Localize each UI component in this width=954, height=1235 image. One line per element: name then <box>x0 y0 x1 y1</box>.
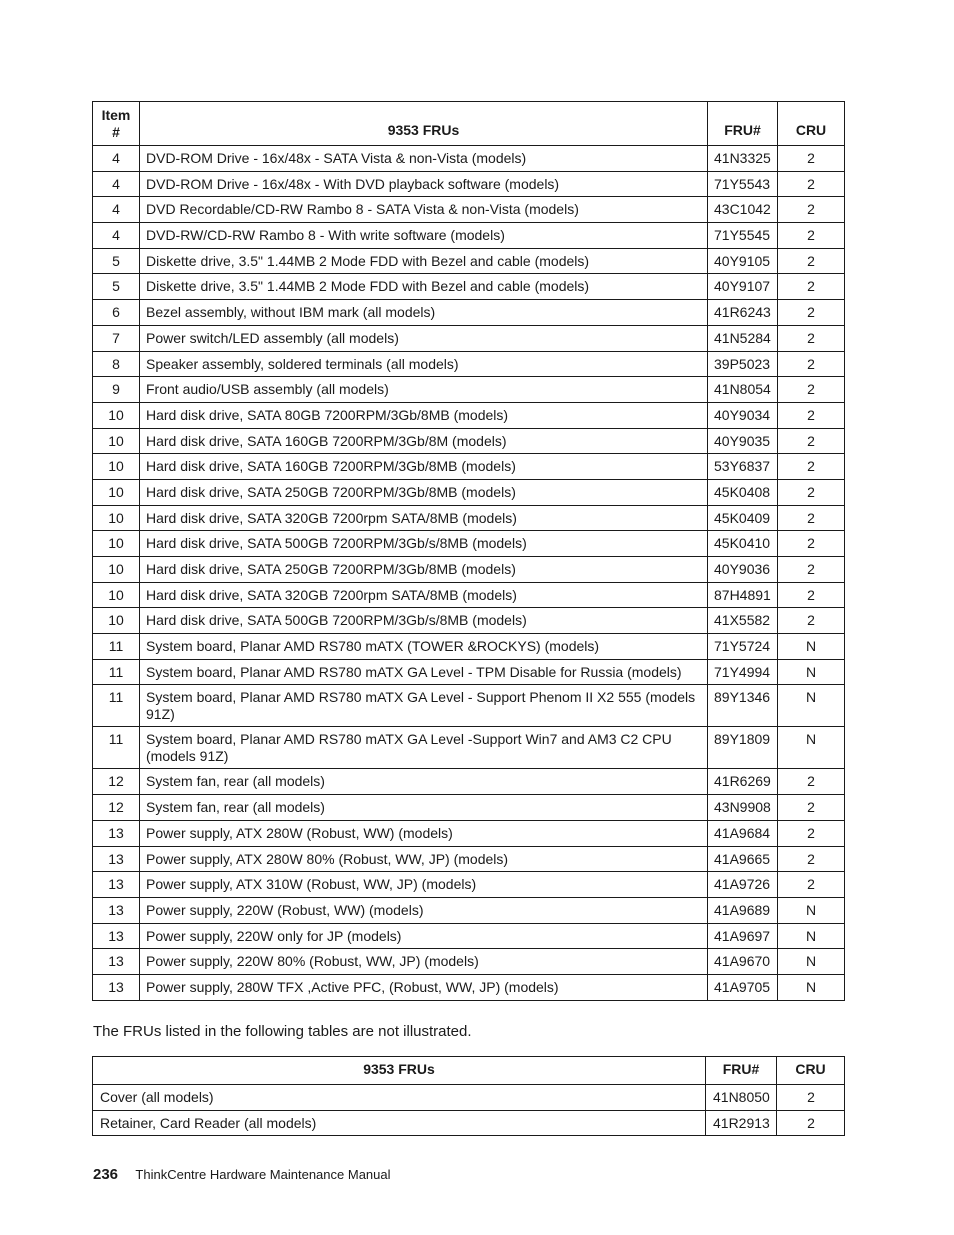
cell-fru-number: 71Y5543 <box>708 171 778 197</box>
table-row <box>93 923 845 949</box>
cell-cru: 2 <box>778 582 845 608</box>
cell-fru-number: 40Y9035 <box>708 428 778 454</box>
page-number: 236 <box>93 1166 119 1183</box>
cell-description: Power supply, 280W TFX ,Active PFC, (Robust, WW, JP) (models) <box>140 974 708 1000</box>
cell-description: System board, Planar AMD RS780 mATX GA Level - TPM Disable for Russia (models) <box>140 659 708 685</box>
fru-table-not-illustrated <box>92 1056 845 1136</box>
cell-item: 10 <box>93 557 140 583</box>
table-row <box>93 505 845 531</box>
cell-cru: 2 <box>778 146 845 172</box>
cell-fru-number: 45K0410 <box>708 531 778 557</box>
header-frus: 9353 FRUs <box>140 102 708 146</box>
table-row <box>93 248 845 274</box>
cell-fru-number: 41A9665 <box>708 846 778 872</box>
cell-cru: 2 <box>778 248 845 274</box>
table-row <box>93 1110 845 1136</box>
cell-fru-number: 39P5023 <box>708 351 778 377</box>
cell-fru-number: 41A9726 <box>708 872 778 898</box>
header-item-label: Item # <box>101 107 131 140</box>
header-fru-number: FRU# <box>708 102 778 146</box>
cell-cru: 2 <box>778 377 845 403</box>
cell-description: DVD-ROM Drive - 16x/48x - SATA Vista & non-Vista (models) <box>140 146 708 172</box>
cell-item: 12 <box>93 769 140 795</box>
cell-description: Power switch/LED assembly (all models) <box>140 325 708 351</box>
cell-item: 10 <box>93 505 140 531</box>
cell-cru: 2 <box>778 846 845 872</box>
cell-cru: 2 <box>778 557 845 583</box>
cell-description: Hard disk drive, SATA 500GB 7200RPM/3Gb/s/8MB (models) <box>140 531 708 557</box>
cell-cru: N <box>778 897 845 923</box>
cell-item: 13 <box>93 923 140 949</box>
cell-description: System board, Planar AMD RS780 mATX GA Level -Support Win7 and AM3 C2 CPU (models 91Z) <box>140 727 708 769</box>
cell-cru: 2 <box>778 197 845 223</box>
cell-item: 5 <box>93 274 140 300</box>
cell-description: Hard disk drive, SATA 320GB 7200rpm SATA/8MB (models) <box>140 582 708 608</box>
manual-title: ThinkCentre Hardware Maintenance Manual <box>135 1167 391 1182</box>
cell-fru-number: 71Y5724 <box>708 634 778 660</box>
table-row <box>93 846 845 872</box>
cell-cru: 2 <box>778 505 845 531</box>
cell-fru-number: 89Y1809 <box>708 727 778 769</box>
cell-cru: N <box>778 974 845 1000</box>
cell-description: System board, Planar AMD RS780 mATX (TOWER &ROCKYS) (models) <box>140 634 708 660</box>
cell-cru: 2 <box>777 1085 845 1111</box>
table-header-row <box>93 102 845 146</box>
cell-description: DVD-ROM Drive - 16x/48x - With DVD playback software (models) <box>140 171 708 197</box>
cell-item: 13 <box>93 872 140 898</box>
cell-fru-number: 41A9684 <box>708 820 778 846</box>
cell-fru-number: 41A9705 <box>708 974 778 1000</box>
table-row <box>93 171 845 197</box>
table-row <box>93 897 845 923</box>
cell-item: 10 <box>93 582 140 608</box>
cell-cru: N <box>778 634 845 660</box>
cell-cru: 2 <box>778 872 845 898</box>
cell-cru: 2 <box>778 274 845 300</box>
cell-cru: N <box>778 659 845 685</box>
cell-description: System fan, rear (all models) <box>140 795 708 821</box>
table-row <box>93 454 845 480</box>
cell-fru-number: 89Y1346 <box>708 685 778 727</box>
table-row <box>93 634 845 660</box>
cell-item: 4 <box>93 171 140 197</box>
table-row <box>93 974 845 1000</box>
cell-item: 9 <box>93 377 140 403</box>
header-fru-number: FRU# <box>706 1057 777 1085</box>
table-row <box>93 351 845 377</box>
cell-description: Bezel assembly, without IBM mark (all models) <box>140 300 708 326</box>
cell-item: 11 <box>93 634 140 660</box>
table-row <box>93 727 845 769</box>
cell-description: Hard disk drive, SATA 250GB 7200RPM/3Gb/8MB (models) <box>140 479 708 505</box>
cell-item: 11 <box>93 685 140 727</box>
cell-fru-number: 41R6243 <box>708 300 778 326</box>
cell-fru-number: 43C1042 <box>708 197 778 223</box>
cell-cru: 2 <box>778 428 845 454</box>
table-row <box>93 197 845 223</box>
page-footer <box>93 1166 391 1183</box>
cell-item: 4 <box>93 223 140 249</box>
cell-cru: 2 <box>778 171 845 197</box>
cell-cru: 2 <box>778 402 845 428</box>
cell-fru-number: 53Y6837 <box>708 454 778 480</box>
cell-description: Hard disk drive, SATA 160GB 7200RPM/3Gb/8MB (models) <box>140 454 708 480</box>
cell-item: 11 <box>93 727 140 769</box>
cell-item: 13 <box>93 897 140 923</box>
header-frus: 9353 FRUs <box>93 1057 706 1085</box>
cell-fru-number: 41N5284 <box>708 325 778 351</box>
cell-fru-number: 40Y9034 <box>708 402 778 428</box>
cell-description: System fan, rear (all models) <box>140 769 708 795</box>
cell-description: Hard disk drive, SATA 320GB 7200rpm SATA/8MB (models) <box>140 505 708 531</box>
cell-fru-number: 40Y9105 <box>708 248 778 274</box>
cell-item: 13 <box>93 949 140 975</box>
cell-cru: N <box>778 949 845 975</box>
cell-fru-number: 41A9689 <box>708 897 778 923</box>
cell-fru-number: 45K0409 <box>708 505 778 531</box>
cell-cru: 2 <box>778 479 845 505</box>
table-row <box>93 582 845 608</box>
table-row <box>93 325 845 351</box>
cell-cru: 2 <box>778 769 845 795</box>
cell-fru-number: 41N8050 <box>706 1085 777 1111</box>
fru-table-illustrated <box>92 101 845 1001</box>
cell-item: 13 <box>93 820 140 846</box>
cell-item: 10 <box>93 454 140 480</box>
cell-description: Hard disk drive, SATA 80GB 7200RPM/3Gb/8MB (models) <box>140 402 708 428</box>
cell-description: System board, Planar AMD RS780 mATX GA Level - Support Phenom II X2 555 (models 91Z) <box>140 685 708 727</box>
table-row <box>93 872 845 898</box>
cell-fru-number: 71Y4994 <box>708 659 778 685</box>
cell-cru: 2 <box>778 454 845 480</box>
cell-fru-number: 87H4891 <box>708 582 778 608</box>
table-row <box>93 1085 845 1111</box>
cell-description: Retainer, Card Reader (all models) <box>93 1110 706 1136</box>
header-item <box>93 102 140 146</box>
table-row <box>93 274 845 300</box>
cell-item: 13 <box>93 846 140 872</box>
table-row <box>93 685 845 727</box>
cell-fru-number: 43N9908 <box>708 795 778 821</box>
cell-cru: N <box>778 727 845 769</box>
cell-item: 8 <box>93 351 140 377</box>
cell-cru: 2 <box>778 351 845 377</box>
table-row <box>93 300 845 326</box>
table-row <box>93 377 845 403</box>
cell-description: Power supply, 220W (Robust, WW) (models) <box>140 897 708 923</box>
table-row <box>93 428 845 454</box>
cell-item: 5 <box>93 248 140 274</box>
cell-description: Hard disk drive, SATA 500GB 7200RPM/3Gb/s/8MB (models) <box>140 608 708 634</box>
table-row <box>93 479 845 505</box>
cell-description: Diskette drive, 3.5" 1.44MB 2 Mode FDD with Bezel and cable (models) <box>140 248 708 274</box>
cell-item: 4 <box>93 197 140 223</box>
cell-cru: 2 <box>778 795 845 821</box>
cell-item: 10 <box>93 428 140 454</box>
header-cru: CRU <box>778 102 845 146</box>
table-row <box>93 402 845 428</box>
table-header-row <box>93 1057 845 1085</box>
cell-fru-number: 40Y9107 <box>708 274 778 300</box>
cell-fru-number: 41N3325 <box>708 146 778 172</box>
cell-description: Power supply, ATX 310W (Robust, WW, JP) (models) <box>140 872 708 898</box>
table-row <box>93 949 845 975</box>
cell-item: 10 <box>93 608 140 634</box>
cell-cru: 2 <box>778 300 845 326</box>
cell-cru: 2 <box>778 608 845 634</box>
header-cru: CRU <box>777 1057 845 1085</box>
cell-description: Hard disk drive, SATA 160GB 7200RPM/3Gb/8M (models) <box>140 428 708 454</box>
cell-item: 13 <box>93 974 140 1000</box>
table-row <box>93 659 845 685</box>
cell-cru: 2 <box>778 531 845 557</box>
cell-fru-number: 71Y5545 <box>708 223 778 249</box>
table-row <box>93 795 845 821</box>
cell-item: 6 <box>93 300 140 326</box>
table-row <box>93 223 845 249</box>
cell-fru-number: 41X5582 <box>708 608 778 634</box>
cell-fru-number: 41A9697 <box>708 923 778 949</box>
cell-fru-number: 41A9670 <box>708 949 778 975</box>
cell-item: 7 <box>93 325 140 351</box>
cell-description: Front audio/USB assembly (all models) <box>140 377 708 403</box>
table-row <box>93 820 845 846</box>
cell-description: Power supply, ATX 280W (Robust, WW) (models) <box>140 820 708 846</box>
cell-cru: 2 <box>778 223 845 249</box>
cell-cru: N <box>778 923 845 949</box>
cell-cru: 2 <box>777 1110 845 1136</box>
cell-description: Speaker assembly, soldered terminals (all models) <box>140 351 708 377</box>
cell-item: 11 <box>93 659 140 685</box>
cell-fru-number: 41N8054 <box>708 377 778 403</box>
cell-description: Power supply, ATX 280W 80% (Robust, WW, JP) (models) <box>140 846 708 872</box>
cell-item: 10 <box>93 531 140 557</box>
cell-description: Hard disk drive, SATA 250GB 7200RPM/3Gb/8MB (models) <box>140 557 708 583</box>
table-row <box>93 769 845 795</box>
cell-description: DVD-RW/CD-RW Rambo 8 - With write software (models) <box>140 223 708 249</box>
cell-item: 4 <box>93 146 140 172</box>
cell-description: DVD Recordable/CD-RW Rambo 8 - SATA Vista & non-Vista (models) <box>140 197 708 223</box>
cell-item: 10 <box>93 479 140 505</box>
cell-fru-number: 41R6269 <box>708 769 778 795</box>
table-row <box>93 608 845 634</box>
intro-text: The FRUs listed in the following tables are not illustrated. <box>93 1023 472 1040</box>
cell-description: Power supply, 220W only for JP (models) <box>140 923 708 949</box>
cell-description: Diskette drive, 3.5" 1.44MB 2 Mode FDD with Bezel and cable (models) <box>140 274 708 300</box>
cell-fru-number: 45K0408 <box>708 479 778 505</box>
cell-item: 10 <box>93 402 140 428</box>
table-row <box>93 146 845 172</box>
cell-cru: 2 <box>778 820 845 846</box>
cell-cru: 2 <box>778 325 845 351</box>
table-row <box>93 531 845 557</box>
cell-item: 12 <box>93 795 140 821</box>
cell-description: Power supply, 220W 80% (Robust, WW, JP) (models) <box>140 949 708 975</box>
cell-fru-number: 41R2913 <box>706 1110 777 1136</box>
table-row <box>93 557 845 583</box>
cell-cru: N <box>778 685 845 727</box>
cell-fru-number: 40Y9036 <box>708 557 778 583</box>
cell-description: Cover (all models) <box>93 1085 706 1111</box>
